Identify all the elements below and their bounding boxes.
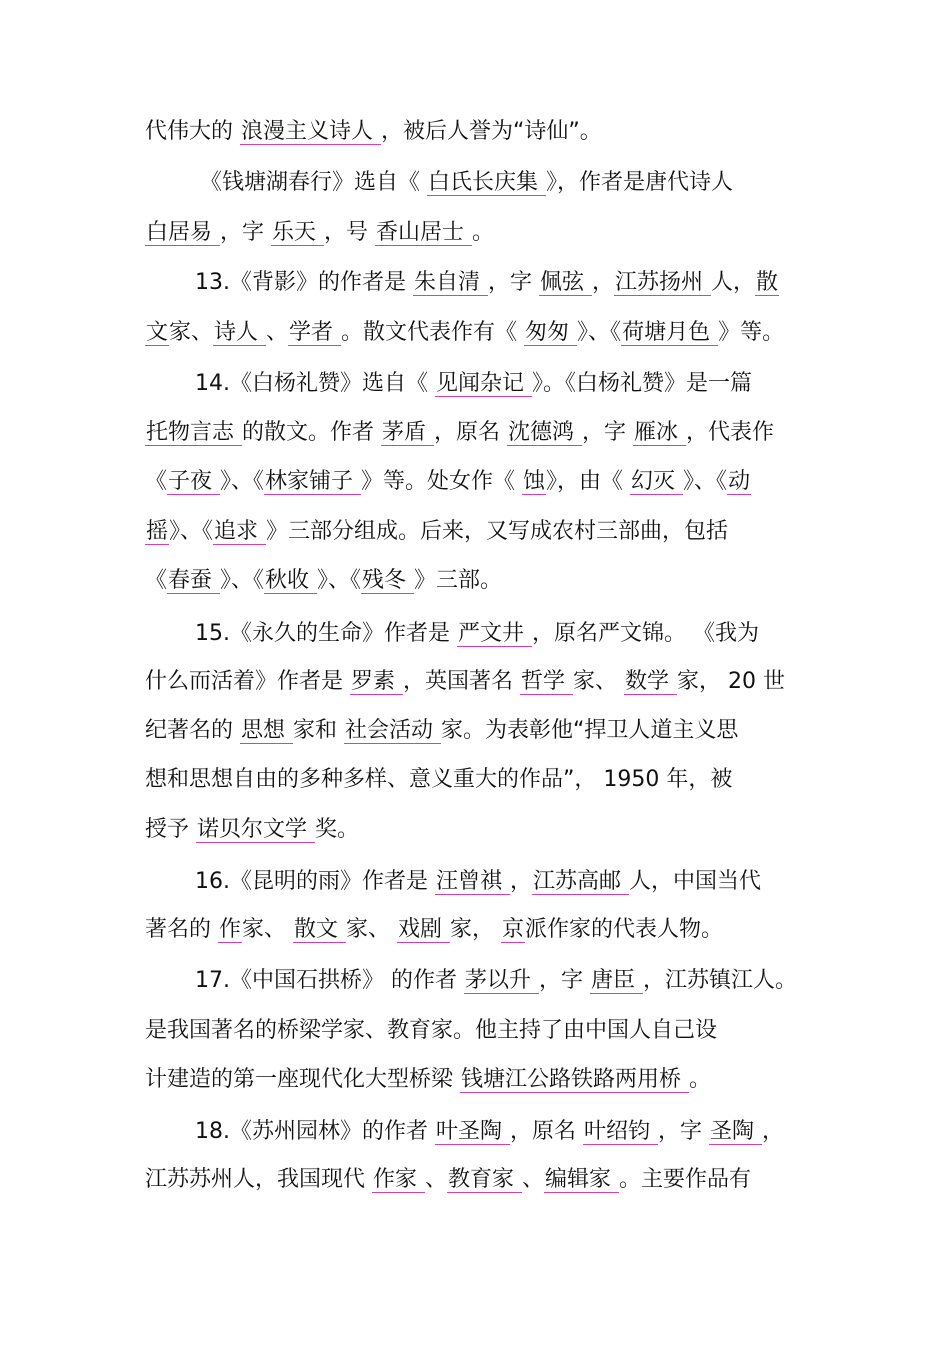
answer-blank: 戏剧: [398, 917, 450, 942]
text-segment: 14.《白杨礼赞》选自《: [195, 371, 435, 396]
text-line: [145, 1016, 717, 1046]
answer-blank: 散文: [294, 917, 346, 942]
text-line: [145, 318, 784, 348]
text-segment: ，: [591, 270, 614, 295]
text-line: [145, 268, 779, 298]
text-segment: 是我国著名的桥梁学家、教育家。他主持了由中国人自己设: [145, 1018, 718, 1043]
answer-blank: 春蚕: [168, 568, 220, 593]
text-segment: ，代表作: [686, 420, 775, 445]
text-segment: 派作家的代表人物。: [525, 917, 724, 942]
text-segment: 家和: [293, 718, 344, 743]
text-segment: ，原名: [509, 1119, 583, 1144]
text-segment: 13.《背影》的作者是: [195, 270, 413, 295]
text-line: [145, 915, 723, 945]
text-line: [145, 168, 733, 198]
text-segment: 。: [689, 1067, 712, 1092]
answer-blank: 圣陶: [709, 1119, 761, 1144]
text-segment: 》三部分组成。后来，又写成农村三部曲，包括: [266, 519, 729, 544]
text-segment: ，号: [324, 220, 375, 245]
text-segment: 人，: [711, 270, 756, 295]
text-segment: 》三部。: [414, 568, 503, 593]
text-segment: 、: [425, 1167, 448, 1192]
answer-blank: 雁冰: [634, 420, 685, 445]
answer-blank: 哲学: [521, 669, 572, 694]
answer-blank: 浪漫主义诗人: [241, 119, 380, 144]
text-segment: ，: [761, 1119, 784, 1144]
answer-blank: 文: [146, 320, 169, 345]
text-segment: 》。《白杨礼赞》是一篇: [531, 371, 752, 396]
text-segment: 》、《: [220, 568, 265, 593]
text-segment: ，字: [220, 220, 271, 245]
answer-blank: 沈德鸿: [508, 420, 581, 445]
answer-blank: 汪曾祺: [435, 869, 509, 894]
text-segment: ，: [509, 869, 532, 894]
text-segment: ，江苏镇江人。: [642, 968, 797, 993]
text-line: [145, 716, 738, 746]
answer-blank: 钱塘江公路铁路两用桥: [461, 1067, 688, 1092]
text-segment: 家，: [450, 917, 502, 942]
answer-blank: 荷塘月色: [622, 320, 718, 345]
answer-blank: 茅以升: [464, 968, 538, 993]
text-line: [145, 815, 359, 845]
text-segment: 18.《苏州园林》的作者: [195, 1119, 435, 1144]
text-segment: 》、《: [577, 320, 622, 345]
text-line: [145, 117, 602, 147]
text-segment: 《: [145, 568, 168, 593]
text-segment: 著名的: [145, 917, 218, 942]
text-segment: ，字: [657, 1119, 709, 1144]
text-line: [145, 867, 761, 897]
text-segment: 家、: [573, 669, 624, 694]
answer-blank: 托物言志: [146, 420, 241, 445]
answer-blank: 林家铺子: [265, 469, 361, 494]
answer-blank: 佩弦: [539, 270, 591, 295]
text-line: [145, 1117, 784, 1147]
answer-blank: 诗人: [214, 320, 266, 345]
text-line: [145, 517, 728, 547]
text-segment: 。: [472, 220, 495, 245]
answer-blank: 严文井: [457, 621, 531, 646]
answer-blank: 作家: [373, 1167, 424, 1192]
text-segment: 授予: [145, 817, 196, 842]
answer-blank: 香山居士: [376, 220, 471, 245]
text-segment: 15.《永久的生命》作者是: [195, 621, 457, 646]
text-segment: 》、《: [169, 519, 214, 544]
answer-blank: 叶绍钧: [583, 1119, 657, 1144]
answer-blank: 幻灭: [631, 469, 683, 494]
text-segment: 什么而活着》作者是: [145, 669, 350, 694]
answer-blank: 京: [502, 917, 525, 942]
answer-blank: 乐天: [272, 220, 323, 245]
text-segment: 《: [145, 469, 168, 494]
text-segment: ，原名严文锦。 《我为: [531, 621, 759, 646]
answer-blank: 追求: [214, 519, 266, 544]
text-line: [145, 1065, 711, 1095]
answer-blank: 白居易: [146, 220, 219, 245]
text-segment: ，字: [538, 968, 590, 993]
answer-blank: 唐臣: [590, 968, 642, 993]
answer-blank: 白氏长庆集: [428, 170, 545, 195]
answer-blank: 茅盾: [382, 420, 433, 445]
answer-blank: 作: [219, 917, 242, 942]
text-segment: 、: [266, 320, 289, 345]
text-segment: 家。为表彰他“捍卫人道主义思: [441, 718, 739, 743]
text-segment: ，被后人誉为“诗仙”。: [381, 119, 602, 144]
answer-blank: 学者: [289, 320, 341, 345]
text-segment: 《钱塘湖春行》选自《: [200, 170, 427, 195]
answer-blank: 残冬: [362, 568, 414, 593]
text-segment: 计建造的第一座现代化大型桥梁: [145, 1067, 460, 1092]
answer-blank: 罗素: [351, 669, 402, 694]
text-line: [145, 369, 752, 399]
text-line: [145, 218, 494, 248]
text-segment: 》、《: [317, 568, 362, 593]
text-segment: 人，中国当代: [629, 869, 762, 894]
text-segment: 。散文代表作有《: [341, 320, 525, 345]
answer-blank: 教育家: [448, 1167, 522, 1192]
text-segment: 16.《昆明的雨》作者是: [195, 869, 435, 894]
answer-blank: 社会活动: [345, 718, 440, 743]
answer-blank: 江苏扬州: [615, 270, 710, 295]
text-line: [145, 566, 502, 596]
text-segment: 》、《: [683, 469, 728, 494]
text-line: [145, 1165, 751, 1195]
text-segment: 家， 20 世: [677, 669, 785, 694]
answer-blank: 摇: [146, 519, 169, 544]
answer-blank: 江苏高邮: [533, 869, 628, 894]
text-segment: 代伟大的: [145, 119, 240, 144]
text-line: [145, 619, 759, 649]
text-segment: 家、: [242, 917, 294, 942]
text-line: [145, 765, 732, 795]
text-segment: 》等。: [718, 320, 785, 345]
text-segment: 》、《: [220, 469, 265, 494]
text-line: [145, 467, 751, 497]
answer-blank: 秋收: [265, 568, 317, 593]
text-segment: 、: [522, 1167, 545, 1192]
answer-blank: 散: [756, 270, 779, 295]
text-segment: 的散文。作者: [242, 420, 381, 445]
answer-blank: 朱自清: [413, 270, 487, 295]
answer-blank: 诺贝尔文学: [197, 817, 314, 842]
text-segment: 奖。: [315, 817, 360, 842]
answer-blank: 见闻杂记: [435, 371, 531, 396]
text-segment: 家、: [346, 917, 398, 942]
text-line: [145, 966, 797, 996]
text-segment: ，字: [487, 270, 539, 295]
text-segment: 》等。处女作《: [361, 469, 523, 494]
text-segment: 纪著名的: [145, 718, 240, 743]
answer-blank: 子夜: [168, 469, 220, 494]
answer-blank: 思想: [241, 718, 292, 743]
answer-blank: 蚀: [523, 469, 546, 494]
text-segment: 17.《中国石拱桥》 的作者: [195, 968, 464, 993]
text-segment: 》，作者是唐代诗人: [546, 170, 734, 195]
answer-blank: 动: [728, 469, 751, 494]
text-segment: ，字: [582, 420, 633, 445]
text-segment: ，原名: [434, 420, 507, 445]
text-line: [145, 418, 774, 448]
answer-blank: 匆匆: [525, 320, 577, 345]
text-segment: 江苏苏州人，我国现代: [145, 1167, 372, 1192]
answer-blank: 叶圣陶: [435, 1119, 509, 1144]
answer-blank: 数学: [625, 669, 676, 694]
text-line: [145, 667, 785, 697]
text-segment: 》，由《: [546, 469, 631, 494]
text-segment: 家、: [169, 320, 214, 345]
text-segment: ，英国著名: [403, 669, 520, 694]
answer-blank: 编辑家: [545, 1167, 619, 1192]
text-segment: 想和思想自由的多种多样、意义重大的作品”， 1950 年，被: [145, 767, 733, 792]
text-segment: 。主要作品有: [619, 1167, 752, 1192]
